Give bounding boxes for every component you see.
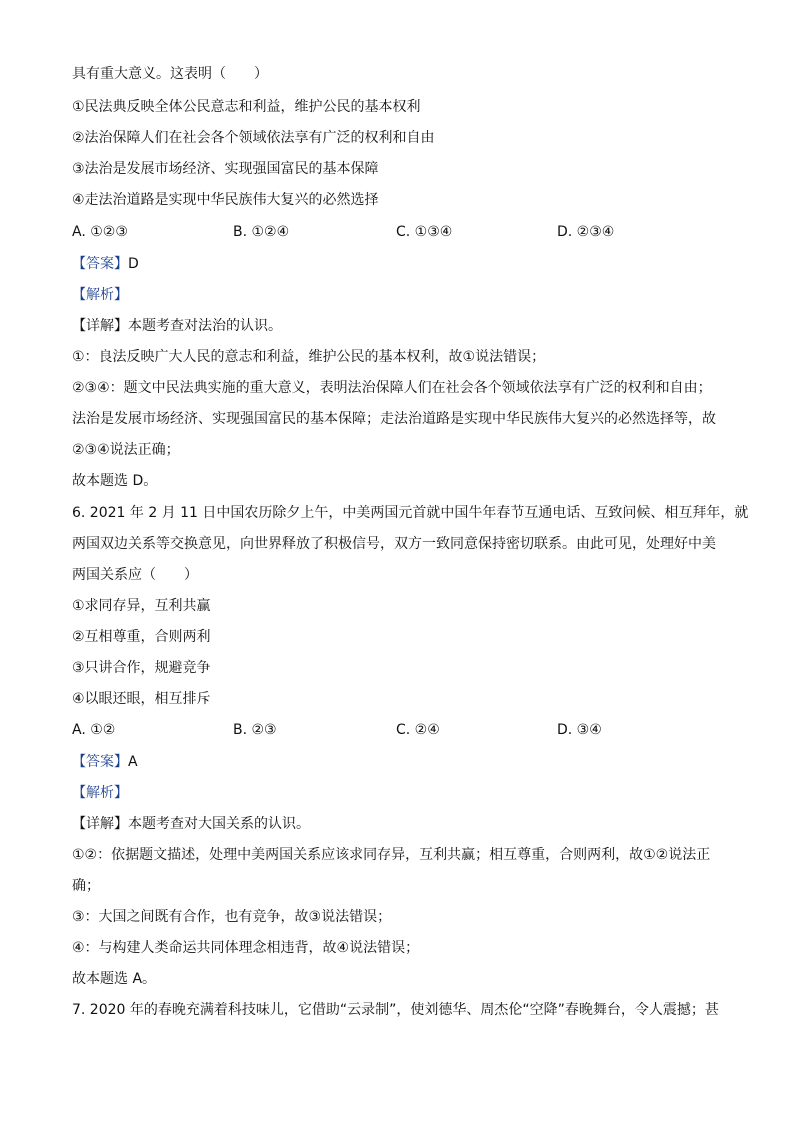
- q5-option-a: A. ①②③: [72, 224, 128, 240]
- q5-stem-tail: 具有重大意义。这表明（ ）: [72, 66, 268, 82]
- q5-option-d: D. ②③④: [557, 224, 615, 240]
- q6-option-d: D. ③④: [557, 722, 602, 738]
- q5-item-3: ③法治是发展市场经济、实现强国富民的基本保障: [72, 161, 379, 177]
- q5-explain-5: 故本题选 D。: [72, 473, 158, 489]
- q5-detail-label: 【详解】: [72, 318, 128, 334]
- q5-detail-row: [72, 316, 282, 336]
- q6-stem-1: 6. 2021 年 2 月 11 日中国农历除夕上午，中美两国元首就中国牛年春节互通电话、互致问候、相互拜年，就: [72, 505, 749, 521]
- q5-detail-text: 本题考查对法治的认识。: [128, 318, 282, 334]
- q6-item-3: ③只讲合作，规避竞争: [72, 660, 211, 676]
- q5-explain-3: 法治是发展市场经济、实现强国富民的基本保障；走法治道路是实现中华民族伟大复兴的必然选择等，故: [72, 411, 716, 427]
- q6-explain-1: ①②：依据题文描述，处理中美两国关系应该求同存异，互利共赢；相互尊重，合则两利，故①②说法正: [72, 847, 711, 863]
- q5-option-b: B. ①②④: [233, 224, 290, 240]
- q5-item-2: ②法治保障人们在社会各个领域依法享有广泛的权利和自由: [72, 130, 435, 146]
- q6-explain-5: 故本题选 A。: [72, 971, 157, 987]
- q6-option-c: C. ②④: [396, 722, 440, 738]
- q5-explain-4: ②③④说法正确；: [72, 442, 180, 458]
- q6-detail-row: [72, 814, 310, 834]
- q6-answer-row: [72, 752, 138, 772]
- q6-item-4: ④以眼还眼，相互排斥: [72, 691, 211, 707]
- q5-analysis-label: 【解析】: [72, 287, 128, 303]
- q6-option-a: A. ①②: [72, 722, 116, 738]
- q6-item-2: ②互相尊重，合则两利: [72, 629, 211, 645]
- q6-detail-text: 本题考查对大国关系的认识。: [128, 816, 310, 832]
- q6-stem-3: 两国关系应（ ）: [72, 567, 198, 583]
- q6-option-b: B. ②③: [233, 722, 277, 738]
- q6-analysis-label: 【解析】: [72, 785, 128, 801]
- q5-explain-2: ②③④：题文中民法典实施的重大意义，表明法治保障人们在社会各个领域依法享有广泛的权利和自由；: [72, 380, 712, 396]
- q5-item-4: ④走法治道路是实现中华民族伟大复兴的必然选择: [72, 192, 379, 208]
- q5-option-c: C. ①③④: [396, 224, 453, 240]
- q6-stem-2: 两国双边关系等交换意见，向世界释放了积极信号，双方一致同意保持密切联系。由此可见，处理好中美: [72, 536, 716, 552]
- q6-answer-label: 【答案】: [72, 754, 128, 770]
- q5-answer-row: [72, 254, 139, 274]
- q5-explain-1: ①：良法反映广大人民的意志和利益，维护公民的基本权利，故①说法错误；: [72, 349, 546, 365]
- q6-detail-label: 【详解】: [72, 816, 128, 832]
- q6-answer-value: A: [128, 754, 138, 770]
- q5-answer-label: 【答案】: [72, 256, 128, 272]
- q6-explain-3: ③：大国之间既有合作，也有竞争，故③说法错误；: [72, 909, 392, 925]
- q7-stem-1: 7. 2020 年的春晚充满着科技味儿，它借助“云录制”，使刘德华、周杰伦“空降”春晚舞台，令人震撼；甚: [72, 1002, 719, 1018]
- q5-answer-value: D: [128, 256, 139, 272]
- q6-item-1: ①求同存异，互利共赢: [72, 598, 211, 614]
- q6-explain-4: ④：与构建人类命运共同体理念相违背，故④说法错误；: [72, 940, 420, 956]
- q5-item-1: ①民法典反映全体公民意志和利益，维护公民的基本权利: [72, 99, 421, 115]
- q6-explain-2: 确；: [72, 878, 100, 894]
